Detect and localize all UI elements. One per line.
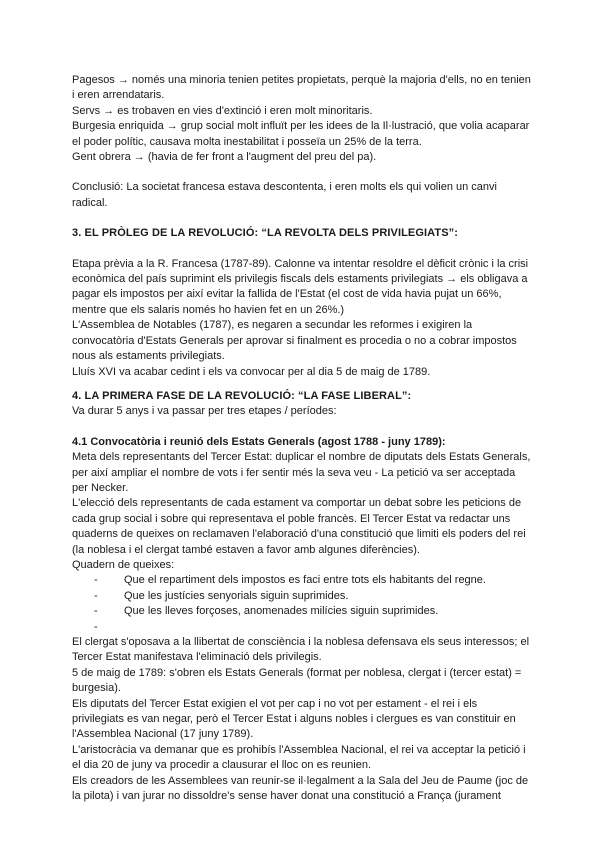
section-4-paragraph: El clergat s'oposava a la llibertat de consciència i la noblesa defensava els seus interessos; el Tercer Estat manifestava l'eliminació dels privilegis. (72, 636, 530, 664)
list-marker: - (94, 589, 98, 602)
list-marker: - (94, 574, 98, 587)
spacer (72, 380, 532, 389)
section-3-heading: 3. EL PRÒLEG DE LA REVOLUCIÓ: “LA REVOLTA DELS PRIVILEGIATS”: (72, 227, 459, 240)
paragraph-gent-obrera: Gent obrera → (havia de fer front a l'augment del preu del pa). (72, 151, 377, 164)
section-4-paragraph: Quadern de queixes: (72, 558, 175, 571)
spacer (72, 242, 532, 257)
section-4-paragraph: Els creadors de les Assemblees van reunir-se il·legalment a la Sala del Jeu de Paume (joc de la pilota) i van jurar no dissoldre's sense haver donat una constitució a França (jurament (72, 774, 529, 803)
paragraph-burgesia: Burgesia enriquida → grup social molt influït per les idees de la Il·lustració, que volia acaparar el poder polític, causava molta inestabilitat i posseïa un 25% de la terra. (72, 120, 530, 148)
list-item-text: Que el repartiment dels impostos es faci entre tots els habitants del regne. (124, 574, 486, 587)
list-marker: - (94, 605, 98, 618)
section-4-intro: Va durar 5 anys i va passar per tres etapes / períodes: (72, 405, 337, 418)
section-3-paragraph: Etapa prèvia a la R. Francesa (1787-89). Calonne va intentar resoldre el dèficit crònic i la crisi econòmica del país suprimint els privilegis fiscals dels estaments privilegiats → els obligava a pagar els impostos per així evitar la fallida de l'Estat (el cost de vida havia pujat un 66%, mentre que els salaris només ho havien fet en un 26%.) (72, 257, 529, 316)
spacer (72, 420, 532, 435)
section-4-paragraph: L'aristocràcia va demanar que es prohibís l'Assemblea Nacional, el rei va acceptar la petició i el dia 20 de juny va procedir a clausurar el lloc on es reunien. (72, 743, 526, 772)
spacer (72, 211, 532, 226)
document-body (72, 73, 532, 804)
section-4-paragraph: Els diputats del Tercer Estat exigien el vot per cap i no vot per estament - el rei i els privilegiats es van negar, però el Tercer Estat i alguns nobles i clergues es van constituir en l'Assemblea Nacional (17 juny 1789). (72, 697, 516, 741)
queixes-list (72, 573, 532, 635)
paragraph-conclusion: Conclusió: La societat francesa estava descontenta, i eren molts els qui volien un canvi radical. (72, 181, 497, 209)
section-4-paragraph: Meta dels representants del Tercer Estat: duplicar el nombre de diputats dels Estats Generals, per així ampliar el nombre de vots i fer sentir més la seva veu - La petició va ser acceptada per Necker. (72, 451, 531, 494)
list-item (94, 589, 532, 604)
section-4-paragraph: L'elecció dels representants de cada estament va comportar un debat sobre les peticions de cada grup social i sobre qui representava el poble francès. El Tercer Estat va redactar uns quaderns de queixes on reclamaven l'elaboració d'una constitució que limiti els poders del rei (la noblesa i el clergat també estaven a favor amb algunes diferències). (72, 497, 526, 556)
section-4-heading: 4. LA PRIMERA FASE DE LA REVOLUCIÓ: “LA FASE LIBERAL”: (72, 389, 412, 402)
section-3-paragraph: L'Assemblea de Notables (1787), es negaren a secundar les reformes i exigiren la convocatòria d'Estats Generals per aprovar si finalment es procedia o no a cobrar impostos nous als estaments privilegiats. (72, 319, 517, 363)
spacer (72, 165, 532, 180)
section-4-1-subheading: 4.1 Convocatòria i reunió dels Estats Generals (agost 1788 - juny 1789): (72, 435, 446, 448)
list-item (94, 604, 532, 619)
list-item-text: Que les lleves forçoses, anomenades milícies siguin suprimides. (124, 605, 439, 618)
section-3-paragraph: Lluís XVI va acabar cedint i els va convocar per al dia 5 de maig de 1789. (72, 365, 431, 378)
list-item (94, 620, 532, 635)
paragraph-pagesos: Pagesos → només una minoria tenien petites propietats, perquè la majoria d'ells, no en tenien i eren arrendataris. (72, 74, 531, 102)
list-item (94, 573, 532, 588)
list-marker: - (94, 620, 98, 633)
section-4-paragraph: 5 de maig de 1789: s'obren els Estats Generals (format per noblesa, clergat i (tercer estat) = burgesia). (72, 666, 522, 695)
paragraph-servs: Servs → es trobaven en vies d'extinció i eren molt minoritaris. (72, 104, 373, 117)
list-item-text: Que les justícies senyorials siguin suprimides. (124, 589, 349, 602)
